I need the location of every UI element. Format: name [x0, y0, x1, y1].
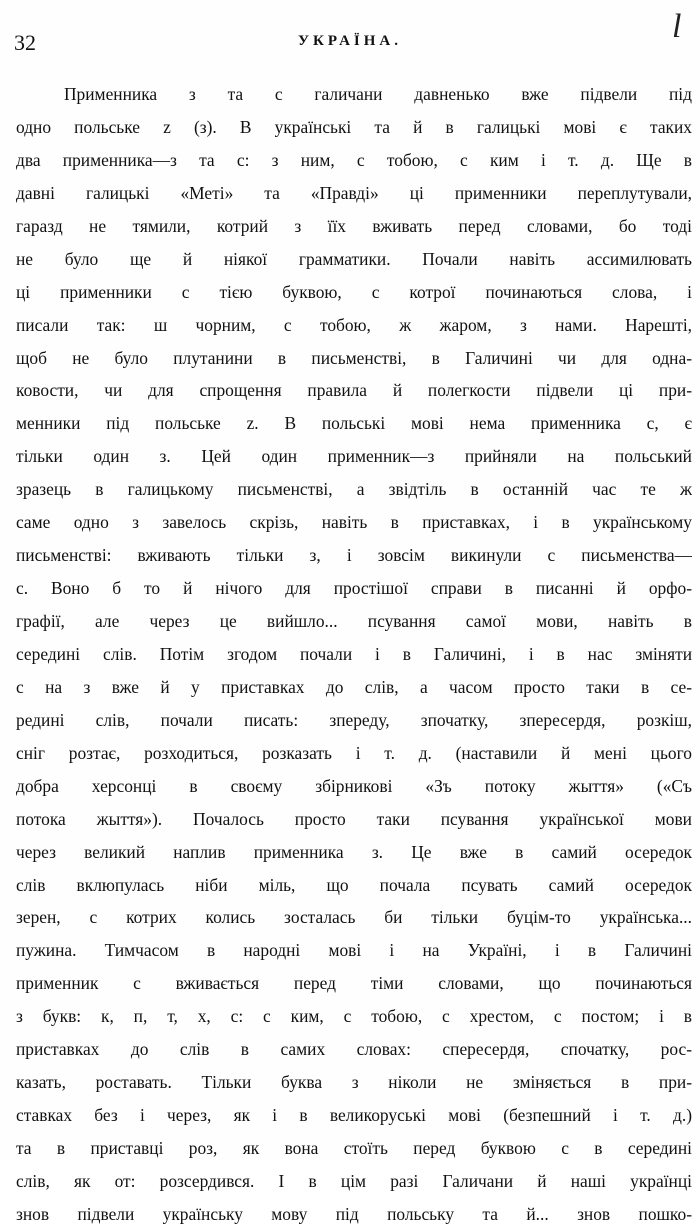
text-line: потока жыття»). Почалось просто таки псування української мови [16, 808, 692, 829]
text-line: пужина. Тимчасом в народні мові і на Україні, і в Галичині [16, 940, 692, 961]
running-title: УКРАЇНА. [297, 33, 403, 49]
text-line: гаразд не тямили, котрий з їїх вживать перед словами, бо тоді [16, 215, 692, 236]
text-line: одно польське z (з). В українські та й в галицькі мові є таких [16, 116, 692, 137]
text-line: казать, роставать. Тільки буква з ніколи не зміняється в при- [16, 1072, 692, 1093]
text-line: два применника—з та с: з ним, с тобою, с ким і т. д. Ще в [16, 149, 692, 170]
text-line: давні галицькі «Меті» та «Правді» ці применники переплутували, [16, 182, 692, 203]
text-line: не було ще й ніякої грамматики. Почали навіть ассимилювать [16, 248, 692, 269]
page-number: 32 [14, 30, 36, 55]
text-line: применник с вживається перед тіми словами, що починаються [16, 973, 692, 994]
text-line: щоб не було плутанини в письменстві, в Галичині чи для одна- [16, 347, 692, 368]
text-line: с. Воно б то й нічого для простішої справи в писанні й орфо- [16, 578, 692, 599]
text-line: слів вклюпулась ніби міль, що почала псувать самий осередок [16, 874, 692, 895]
text-line: с на з вже й у приставках до слів, а часом просто таки в се- [16, 676, 692, 697]
handwritten-margin-mark: l [672, 8, 682, 45]
text-line: писали так: ш чорним, с тобою, ж жаром, з нами. Нарешті, [16, 314, 692, 335]
text-line: зразець в галицькому письменстві, а звідтіль в останній час те ж [16, 479, 692, 500]
text-line: ставках без і через, як і в великоруські мові (безпешний і т. д.) [16, 1105, 692, 1126]
text-line: сніг розтає, розходиться, розказать і т. д. (наставили й мені цього [16, 742, 692, 763]
text-line: Применника з та с галичани давненько вже підвели під [64, 84, 692, 104]
text-line: зерен, с котрих колись зосталась би тільки буцім-то українська... [16, 907, 692, 928]
body-text [16, 78, 692, 1231]
text-line: ці применники с тією буквою, с котрої починаються слова, і [16, 281, 692, 302]
text-line: добра херсонці в своєму збірникові «Зъ потоку жыття» («Съ [16, 775, 692, 796]
text-line: середині слів. Потім згодом почали і в Галичині, і в нас зміняти [16, 643, 692, 664]
text-line: з букв: к, п, т, х, с: с ким, с тобою, с хрестом, с постом; і в [16, 1006, 692, 1027]
text-line: ковости, чи для спрощення правила й полегкости підвели ці при- [16, 380, 692, 401]
text-line: знов підвели українську мову під польську та й... знов пошко- [16, 1203, 692, 1224]
text-line: менники під польське z. В польські мові нема применника с, є [16, 413, 692, 434]
text-line: слів, як от: розсердився. І в цім разі Галичани й наші українці [16, 1170, 692, 1191]
text-line: редині слів, почали писать: зпереду, зпочатку, зпересердя, розкіш, [16, 709, 692, 730]
text-line: та в приставці роз, як вона стоїть перед буквою с в середині [16, 1138, 692, 1158]
text-line: через великий наплив применника з. Це вже в самий осередок [16, 841, 692, 862]
text-line: тільки один з. Цей один применник—з прийняли на польський [16, 446, 692, 467]
text-line: приставках до слів в самих словах: спересердя, спочатку, рос- [16, 1039, 692, 1060]
text-line: саме одно з завелось скрізь, навіть в приставках, і в українському [16, 512, 692, 533]
text-line: письменстві: вживають тільки з, і зовсім викинули с письменства— [16, 545, 692, 566]
text-line: графії, але через це вийшло... псування самої мови, навіть в [16, 611, 692, 631]
